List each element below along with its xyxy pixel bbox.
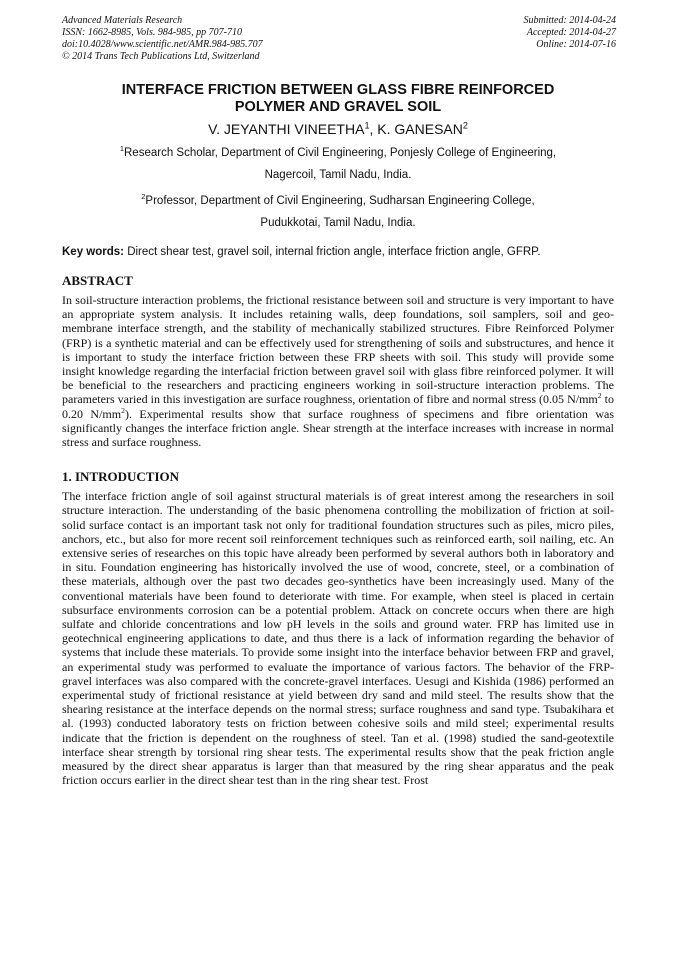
author-2-affil-mark: 2 xyxy=(462,120,468,131)
journal-doi: doi:10.4028/www.scientific.net/AMR.984-985.707 xyxy=(62,39,263,50)
author-list xyxy=(62,120,614,138)
affiliation-1-line-2: Nagercoil, Tamil Nadu, India. xyxy=(264,169,412,181)
author-separator: , xyxy=(369,121,378,137)
submission-dates xyxy=(524,15,617,51)
introduction-heading: 1. INTRODUCTION xyxy=(62,469,180,485)
affiliation-1-line-1: Research Scholar, Department of Civil Engineering, Ponjesly College of Engineering, xyxy=(124,147,557,159)
journal-copyright: © 2014 Trans Tech Publications Ltd, Switzerland xyxy=(62,51,260,62)
journal-issn: ISSN: 1662-8985, Vols. 984-985, pp 707-710 xyxy=(62,27,242,38)
journal-name: Advanced Materials Research xyxy=(62,15,183,26)
affiliation-2 xyxy=(62,190,614,234)
abstract-text: In soil-structure interaction problems, the frictional resistance between soil and structure is very important to have an appropriate system analysis. It includes retaining walls, deep foundations, soil samplers, soil and geo-membrane interface strength, and the stability of mechanically stabilized structures. Fibre Reinforced Polymer (FRP) is a synthetic material and can be effectively used for strengthening of soils and substructures, and hence it is important to study the interface friction between these FRP sheets with soil. This study will provide some insight knowledge regarding the interfacial friction between gravel soil with glass fibre reinforced polymer. It will be beneficial to the researchers and practicing engineers working in soil-structure interaction problems. The parameters varied in this investigation are surface roughness, orientation of fibre and normal stress (0.05 $N/mm^2$ to 0.20 $N/mm^2$). Experimental results show that surface roughness of specimens and fibre orientation was significantly changes the interface friction angle. Shear strength at the interface increases with increase in normal stress and surface roughness. xyxy=(62,293,614,450)
affiliation-1-mark: 1 xyxy=(119,144,124,154)
keywords xyxy=(62,245,614,260)
online-date: Online: 2014-07-16 xyxy=(536,39,616,50)
introduction-text: The interface friction angle of soil against structural materials is of great interest among the researchers in soil structure interaction. The understanding of the basic phenomena controlling the mobilization of friction at soil-solid surface contact is an important task not only for traditional foundation structures such as piles, micro piles, anchors, etc., but also for more recent soil reinforcement techniques such as reinforced earth, soil nailing, etc. An extensive series of researches on this topic have already been performed by several authors both in laboratory and in situ. Foundation engineering has historically involved the use of wood, concrete, steel, or a combination of these materials, although over the past two decades geo-synthetics have been increasingly used. Many of the conventional materials have been found to deteriorate with time. For example, when steel is placed in certain subsurface environments corrosion can be a potential problem. Attack on concrete occurs when there are high sulfate and chloride concentrations and low pH levels in the soils and ground water. FRP has limited use in geotechnical engineering applications to date, and thus there is a lack of information regarding the behavior of systems that include these materials. To provide some insight into the interface behavior between FRP and gravel, an experimental study was performed to evaluate the importance of various factors. The behavior of the FRP-gravel interfaces was also compared with the concrete-gravel interfaces. Uesugi and Kishida (1986) performed an experimental study of frictional resistance at yield between dry sand and mild steel. The results show that the shearing resistance at the interface depends on the normal stress; surface roughness and sand type. Tsubakihara et al. (1993) conducted laboratory tests on friction between cohesive soils and mild steel; experimental results indicate that the friction is dependent on the roughness of steel. Tan et al. (1998) studied the sand-geotextile interface shear strength by torsional ring shear tests. The experimental results show that the peak friction angle measured by the direct shear apparatus is larger than that measured by the ring shear apparatus and the peak friction occurs earlier in the direct shear test than in the ring shear test. Frost xyxy=(62,489,614,788)
accepted-date: Accepted: 2014-04-27 xyxy=(526,27,616,38)
affiliation-2-line-2: Pudukkotai, Tamil Nadu, India. xyxy=(260,217,416,229)
author-1-affil-mark: 1 xyxy=(364,120,370,131)
affiliation-1 xyxy=(62,142,614,186)
submitted-date: Submitted: 2014-04-24 xyxy=(523,15,616,26)
author-1: V. JEYANTHI VINEETHA xyxy=(208,121,365,137)
keywords-text: Direct shear test, gravel soil, internal friction angle, interface friction angle, GFRP. xyxy=(124,246,541,258)
paper-content xyxy=(62,82,614,788)
journal-info xyxy=(62,15,263,63)
abstract-heading: ABSTRACT xyxy=(62,273,133,288)
affiliation-2-mark: 2 xyxy=(141,192,146,202)
paper-title xyxy=(62,82,614,116)
keywords-label: Key words: xyxy=(62,246,124,258)
affiliation-2-line-1: Professor, Department of Civil Engineering, Sudharsan Engineering College, xyxy=(145,195,535,207)
author-2: K. GANESAN xyxy=(377,121,463,137)
title-line-1: INTERFACE FRICTION BETWEEN GLASS FIBRE REINFORCED xyxy=(121,82,555,98)
title-line-2: POLYMER AND GRAVEL SOIL xyxy=(234,99,442,115)
